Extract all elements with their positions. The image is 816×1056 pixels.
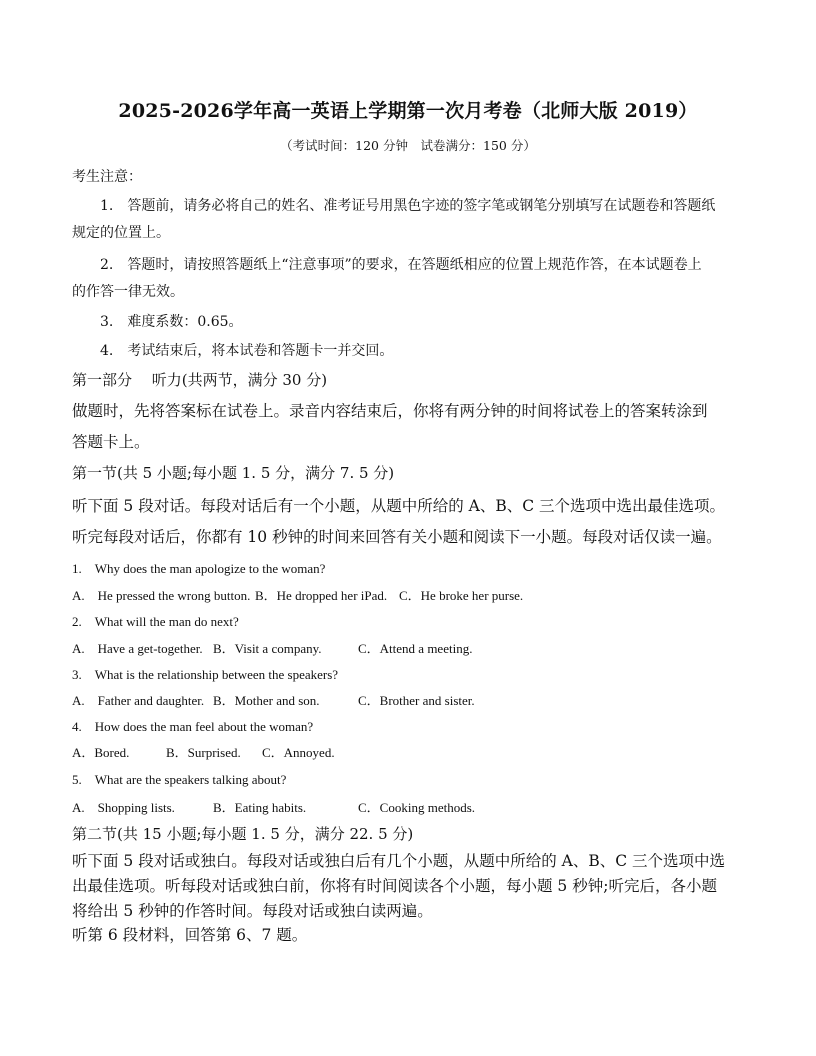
section2-desc-cont-1: 出最佳选项。听每段对话或独白前，你将有时间阅读各个小题，每小题 5 秒钟;听完后，各小题 [72,877,717,895]
option-c: C．Attend a meeting. [358,641,473,656]
section1-desc: 听下面 5 段对话。每段对话后有一个小题，从题中所给的 A、B、C 三个选项中选出最佳选项。 [72,497,726,515]
notice-item-4: 4. 考试结束后，将本试卷和答题卡一并交回。 [100,343,394,359]
option-b: B．Mother and son. [213,693,320,708]
notice-item-2-cont: 的作答一律无效。 [72,284,184,300]
option-a: A. He pressed the wrong button. [72,588,251,603]
notice-item-3: 3. 难度系数：0.65。 [100,314,243,330]
question-3-options [72,690,672,708]
option-a: A．Bored. [72,745,130,760]
option-b: B．Eating habits. [213,800,307,815]
question-2: 2. What will the man do next? [72,614,239,629]
option-c: C．Annoyed. [262,745,335,760]
question-5: 5. What are the speakers talking about? [72,772,287,787]
notice-heading: 考生注意： [72,169,142,185]
question-2-options [72,638,672,656]
material-instruction: 听第 6 段材料，回答第 6、7 题。 [72,926,308,944]
option-b: B．He dropped her iPad. [255,588,388,603]
question-5-options [72,797,672,815]
section1-desc-cont: 听完每段对话后，你都有 10 秒钟的时间来回答有关小题和阅读下一小题。每段对话仅读一遍。 [72,528,722,546]
option-b: B．Surprised. [166,745,241,760]
question-1: 1. Why does the man apologize to the woman? [72,561,326,576]
notice-item-2: 2. 答题时，请按照答题纸上“注意事项”的要求，在答题纸相应的位置上规范作答，在本试题卷上 [100,257,702,273]
section2-heading: 第二节(共 15 小题;每小题 1. 5 分，满分 22. 5 分) [72,825,414,843]
option-a: A. Have a get-together. [72,641,203,656]
section1-heading: 第一节(共 5 小题;每小题 1. 5 分，满分 7. 5 分) [72,464,395,482]
section2-desc: 听下面 5 段对话或独白。每段对话或独白后有几个小题，从题中所给的 A、B、C 三个选项中选 [72,852,726,870]
page-title: 2025-2026学年高一英语上学期第一次月考卷（北师大版 2019） [118,100,698,122]
option-c: C．Brother and sister. [358,693,475,708]
part1-desc-cont: 答题卡上。 [72,433,150,451]
part1-desc: 做题时，先将答案标在试卷上。录音内容结束后，你将有两分钟的时间将试卷上的答案转涂到 [72,402,708,420]
option-a: A. Shopping lists. [72,800,175,815]
question-4: 4. How does the man feel about the woman? [72,719,314,734]
option-b: B．Visit a company. [213,641,322,656]
section2-desc-cont-2: 将给出 5 秒钟的作答时间。每段对话或独白读两遍。 [72,902,433,920]
option-a: A. Father and daughter. [72,693,205,708]
option-c: C．Cooking methods. [358,800,476,815]
notice-item-1-cont: 规定的位置上。 [72,225,170,241]
exam-info: （考试时间：120 分钟 试卷满分：150 分） [280,138,536,153]
question-4-options [72,742,672,760]
question-3: 3. What is the relationship between the speakers? [72,667,339,682]
notice-item-1: 1. 答题前，请务必将自己的姓名、准考证号用黑色字迹的签字笔或钢笔分别填写在试题卷和答题纸 [100,198,716,214]
question-1-options [72,585,672,603]
option-c: C．He broke her purse. [399,588,524,603]
part1-heading: 第一部分 听力(共两节，满分 30 分) [72,371,328,389]
